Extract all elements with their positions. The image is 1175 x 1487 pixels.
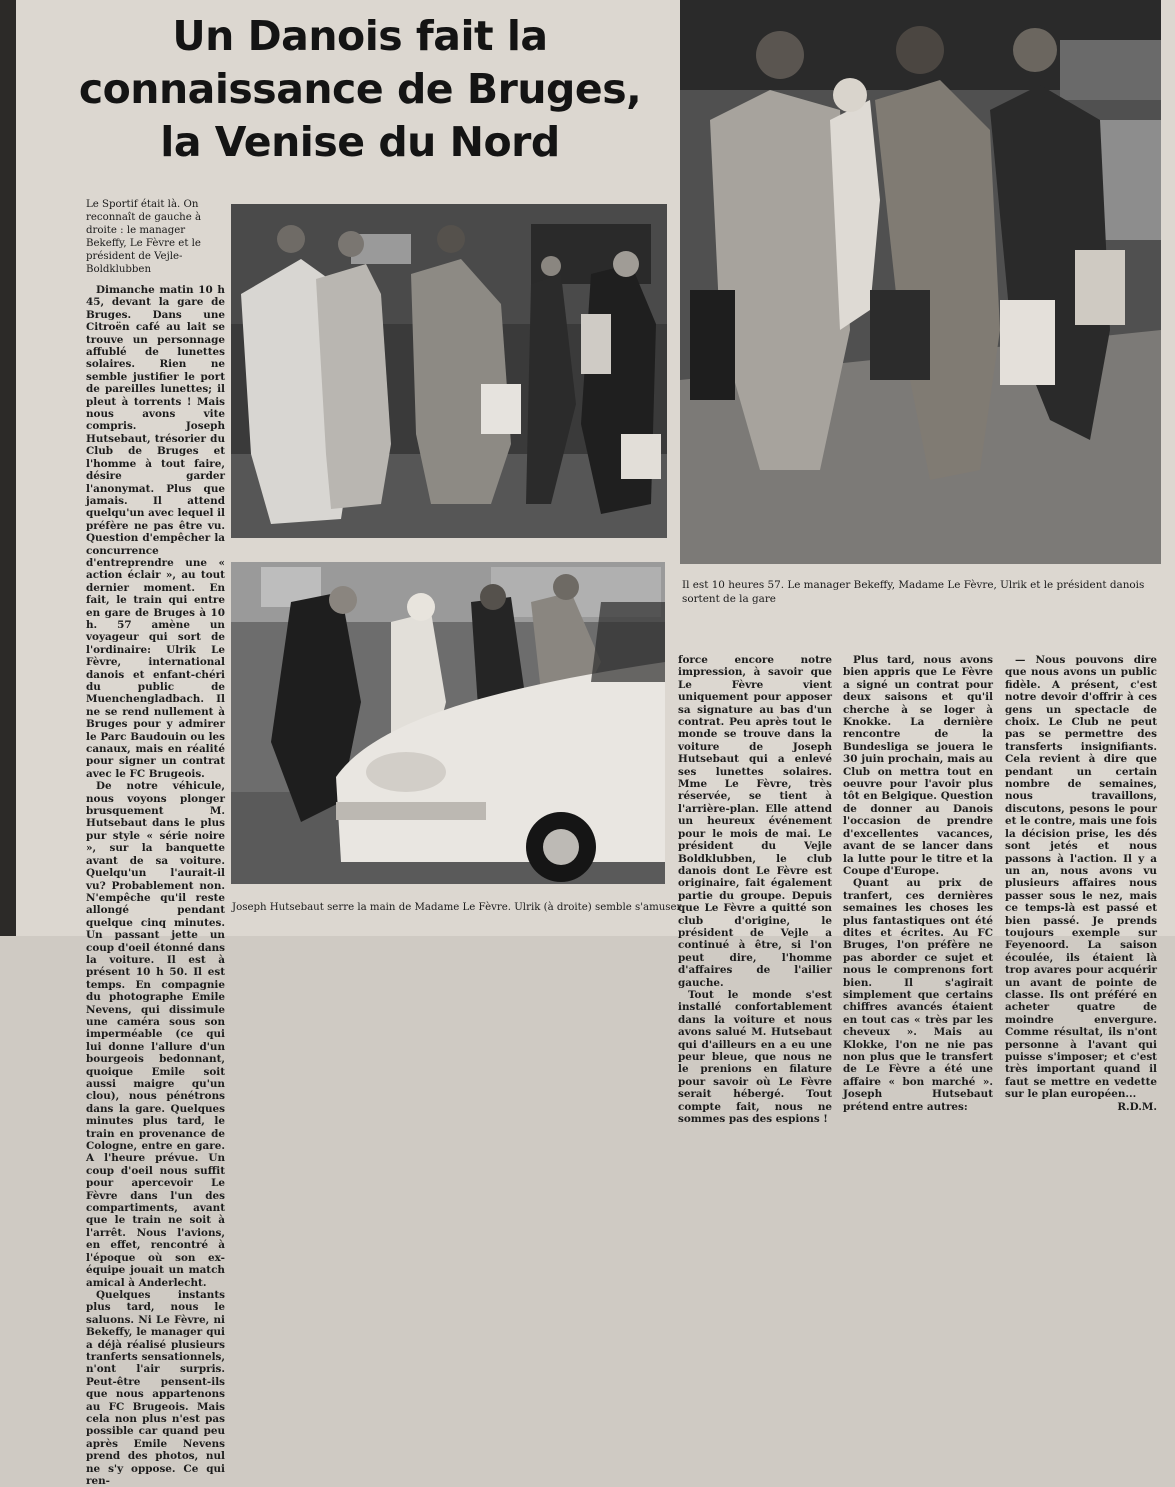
col4-paragraph-1: — Nous pouvons dire que nous avons un public fidèle. A présent, c'est notre devoir d'offrir à ces gens un spectacle de choix. Le Club ne peut pas se permettre des transferts insignifiants. Cela revient à dire que pendant un certain nombre de semaines, nous travaillons, discutons, pesons le pour et le contre, mais une fois la décision prise, les dés sont jetés et nous passons à l'action. Il y a un an, nous avons vu plusieurs affaires nous passer sous le nez, mais ce temps-là est passé et bien passé. Je prends toujours exemple sur Feyenoord. La saison écoulée, ils étaient là trop avares pour acquérir un avant de pointe de classe. Ils ont préféré en acheter quatre de moindre envergure. Comme résultat, ils n'ont personne à l'avant qui puisse s'imposer; et c'est très important quand il faut se mettre en vedette sur le plan européen... — [1005, 654, 1157, 1101]
col2-paragraph-2: Tout le monde s'est installé confortablement dans la voiture et nous avons salué M. Hutsebaut qui d'ailleurs en a eu une peur bleue, que nous ne le prenions en filature pour savoir où Le Fèvre serait hébergé. Tout compte fait, nous ne sommes pas des espions ! — [678, 988, 832, 1126]
caption-bottom-photo: Joseph Hutsebaut serre la main de Madame Le Fèvre. Ulrik (à droite) semble s'amuser — [232, 902, 682, 913]
title-line-2: connaissance de Bruges, — [78, 65, 642, 113]
col1-paragraph-3: Quelques instants plus tard, nous le saluons. Ni Le Fèvre, ni Bekeffy, le manager qui a déjà réalisé plusieurs tranferts sensationnels, n'ont l'air surpris. Peut-être pensent-ils que nous appartenons au FC Brugeois. Mais cela non plus n'est pas possible car quand peu après Emile Nevens prend des photos, nul ne s'y oppose. Ce qui ren- — [86, 1288, 225, 1487]
col2-paragraph-1: force encore notre impression, à savoir que Le Fèvre vient uniquement pour apposer sa signature au bas d'un contrat. Peu après tout le monde se trouve dans la voiture de Joseph Hutsebaut qui a enlevé ses lunettes solaires. Mme Le Fèvre, très réservée, se tient à l'arrière-plan. Elle attend un heureux événement pour le mois de mai. Le président du Vejle Boldklubben, le club danois dont Le Fèvre est originaire, fait également partie du groupe. Depuis que Le Fèvre a quitté son club d'origine, le président de Vejle a continué à être, si l'on peut dire, l'homme d'affaires de l'ailier gauche. — [678, 654, 832, 989]
photo-station-group — [231, 204, 667, 538]
text-column-2 — [678, 654, 832, 1126]
title-line-3: la Venise du Nord — [160, 118, 560, 166]
col3-paragraph-1: Plus tard, nous avons bien appris que Le Fèvre a signé un contrat pour deux saisons et qu'il cherche à se loger à Knokke. La dernière rencontre de la Bundesliga se jouera le 30 juin prochain, mais au Club on mettra tout en oeuvre pour l'avoir plus tôt en Belgique. Question de donner au Danois l'occasion de prendre d'excellentes vacances, avant de se lancer dans la lutte pour le titre et la Coupe d'Europe. — [843, 654, 993, 877]
text-column-1 — [86, 284, 225, 1487]
photo-car-handshake — [231, 562, 665, 884]
col4-signature: R.D.M. — [1117, 1100, 1157, 1113]
text-column-3 — [843, 654, 993, 1113]
col1-paragraph-2: De notre véhicule, nous voyons plonger brusquement M. Hutsebaut dans le plus pur style « série noire », sur la banquette avant de sa voiture. Quelqu'un l'aurait-il vu? Probablement non. N'empêche qu'il reste allongé pendant quelque cinq minutes. Un passant jette un coup d'oeil étonné dans la voiture. Il est à présent 10 h 50. Il est temps. En compagnie du photographe Emile Nevens, qui dissimule une caméra sous son imperméable (ce qui lui donne l'allure d'un bourgeois bedonnant, quoique Emile soit aussi maigre qu'un clou), nous pénétrons dans la gare. Quelques minutes plus tard, le train en provenance de Cologne, entre en gare. A l'heure prévue. Un coup d'oeil nous suffit pour apercevoir Le Fèvre dans l'un des compartiments, avant que le train ne soit à l'arrêt. Nous l'avions, en effet, rencontré à l'époque où son ex-équipe jouait un match amical à Anderlecht. — [86, 780, 225, 1289]
caption-right-photo: Il est 10 heures 57. Le manager Bekeffy, Madame Le Fèvre, Ulrik et le président danois sortent de la gare — [682, 579, 1145, 605]
caption-top-small: Le Sportif était là. On reconnaît de gauche à droite : le manager Bekeffy, Le Fèvre et le président de Vejle-Boldklubben — [86, 199, 202, 275]
col1-paragraph-1: Dimanche matin 10 h 45, devant la gare de Bruges. Dans une Citroën café au lait se trouve un personnage affublé de lunettes solaires. Rien ne semble justifier le port de pareilles lunettes; il pleut à torrents ! Mais nous avons vite compris. Joseph Hutsebaut, trésorier du Club de Bruges et l'homme à tout faire, désire garder l'anonymat. Plus que jamais. Il attend quelqu'un avec lequel il préfère ne pas être vu. Question d'empêcher la concurrence d'entreprendre une « action éclair », au tout dernier moment. En fait, le train qui entre en gare de Bruges à 10 h. 57 amène un voyageur qui sort de l'ordinaire: Ulrik Le Fèvre, international danois et enfant-chéri du public de Muenchengladbach. Il ne se rend nullement à Bruges pour y admirer le Parc Baudouin ou les canaux, mais en réalité pour signer un contrat avec le FC Brugeois. — [86, 284, 225, 780]
article-title — [60, 10, 660, 169]
title-line-1: Un Danois fait la — [172, 12, 548, 60]
scan-edge — [0, 0, 16, 936]
text-column-4 — [1005, 654, 1157, 1113]
col3-paragraph-2: Quant au prix de tranfert, ces dernières semaines les choses les plus fantastiques ont été dites et écrites. Au FC Bruges, l'on préfère ne pas aborder ce sujet et nous le comprenons fort bien. Il s'agirait simplement que certains chiffres avancés étaient en tout cas « très par les cheveux ». Mais au Klokke, l'on ne nie pas non plus que le transfert de Le Fèvre a été une affaire « bon marché ». Joseph Hutsebaut prétend entre autres: — [843, 877, 993, 1113]
photo-leaving-station — [680, 0, 1161, 564]
